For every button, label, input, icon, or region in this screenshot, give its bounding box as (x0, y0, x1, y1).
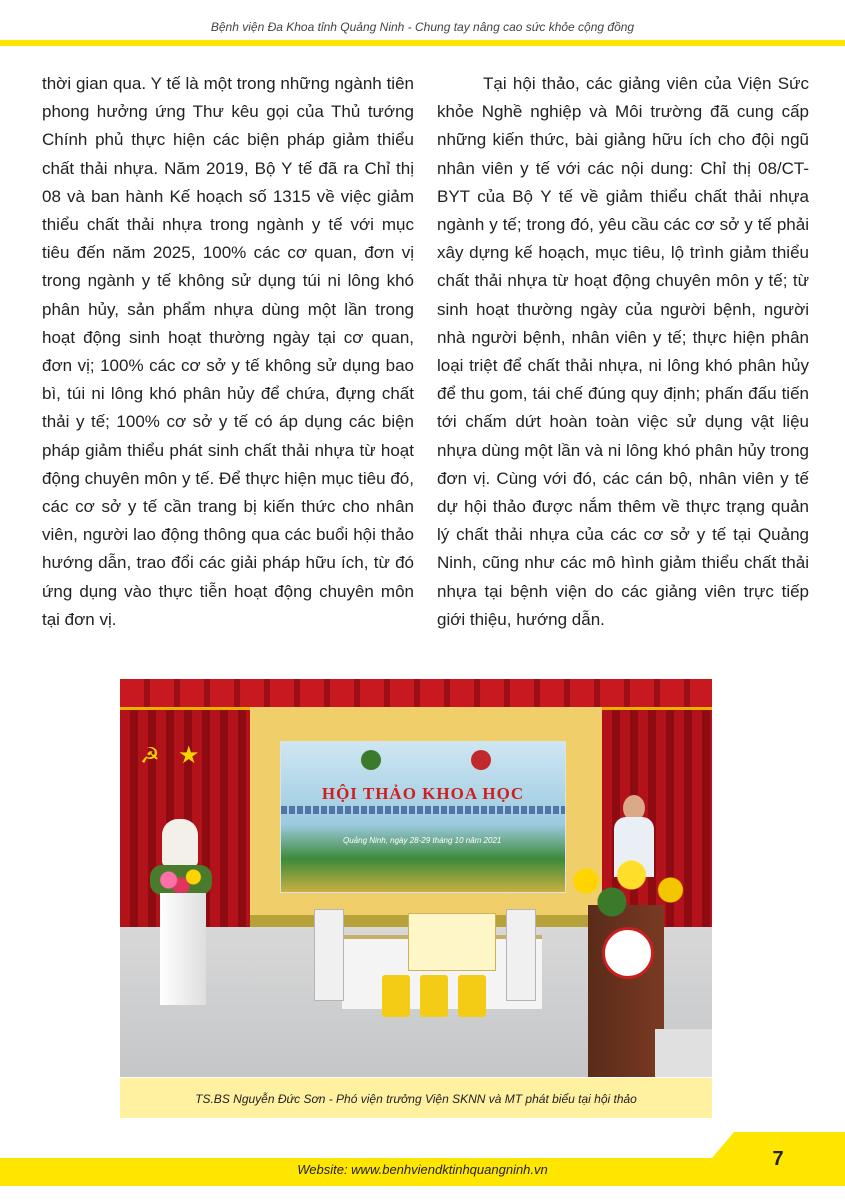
institute-logo-icon (361, 750, 381, 770)
conference-photo (120, 679, 712, 1077)
conference-banner (280, 741, 566, 893)
page-number: 7 (772, 1148, 784, 1170)
yellow-waste-bin (382, 975, 410, 1017)
running-header: Bệnh viện Đa Khoa tỉnh Quảng Ninh - Chung tay nâng cao sức khỏe cộng đồng (210, 20, 635, 34)
hospital-logo-icon (471, 750, 491, 770)
yellow-waste-bin (458, 975, 486, 1017)
banner-title: HỘI THẢO KHOA HỌC (321, 784, 525, 803)
photo-caption: TS.BS Nguyễn Đức Sơn - Phó viện trưởng Viện SKNN và MT phát biểu tại hội thảo (195, 1092, 637, 1106)
star-icon: ★ (178, 742, 200, 769)
water-dispenser-left (314, 909, 344, 1001)
banner-date: Quảng Ninh, ngày 28-29 tháng 10 năm 2021 (343, 836, 502, 845)
bust-statue (162, 819, 198, 867)
stage-panel-right (655, 1029, 712, 1077)
hammer-sickle-icon: ☭ (140, 743, 160, 768)
flower-arrangement-left (150, 865, 212, 895)
hospital-seal-icon (602, 927, 654, 979)
statue-pedestal (160, 893, 206, 1005)
body-text-left-column: thời gian qua. Y tế là một trong những ngành tiên phong hưởng ứng Thư kêu gọi của Thủ tướng Chính phủ thực hiện các biện pháp giảm thiểu chất thải nhựa. Năm 2019, Bộ Y tế đã ra Chỉ thị 08 và ban hành Kế hoạch số 1315 về việc giảm thiểu chất thải nhựa trong ngành y tế với mục tiêu đến năm 2025, 100% các cơ quan, đơn vị trong ngành y tế không sử dụng túi ni lông khó phân hủy, sản phẩm nhựa dùng một lần trong hoạt động sinh hoạt thường ngày tại cơ quan, đơn vị; 100% các cơ sở y tế không sử dụng bao bì, túi ni lông khó phân hủy để chứa, đựng chất thải y tế; 100% cơ sở y tế có áp dụng các biện pháp giảm thiểu phát sinh chất thải nhựa từ hoạt động chuyên môn y tế. Để thực hiện mục tiêu đó, các cơ sở y tế cần trang bị kiến thức cho nhân viên, người lao động thông qua các buổi hội thảo hướng dẫn, trao đổi các giải pháp hữu ích, từ đó ứng dụng vào thực tiễn hoạt động chuyên môn tại đơn vị. (42, 74, 414, 629)
red-curtain-valance (120, 679, 712, 710)
header-accent-bar (0, 40, 845, 46)
podium-flowers (560, 857, 690, 917)
banner-subtitle-strip (281, 806, 565, 814)
body-text-right-column: Tại hội thảo, các giảng viên của Viện Sức khỏe Nghề nghiệp và Môi trường đã cung cấp những kiến thức, bài giảng hữu ích cho đội ngũ nhân viên y tế với các nội dung: Chỉ thị 08/CT-BYT của Bộ Y tế về giảm thiểu chất thải nhựa ngành y tế; trong đó, yêu cầu các cơ sở y tế phải xây dựng kế hoạch, mục tiêu, lộ trình giảm thiểu chất thải nhựa từ hoạt động chuyên môn y tế; từ sinh hoạt thường ngày của người bệnh, người nhà người bệnh, nhân viên y tế; thực hiện phân loại triệt để chất thải nhựa, ni lông khó phân hủy để thu gom, tái chế đúng quy định; phấn đấu tiến tới chấm dứt hoàn toàn việc sử dụng vật liệu nhựa dùng một lần và ni lông khó phân hủy trong đơn vị. Cùng với đó, các cán bộ, nhân viên y tế dự hội thảo được nắm thêm về thực trạng quản lý chất thải nhựa của các cơ sở y tế tại Quảng Ninh, cũng như các mô hình giảm thiểu chất thải nhựa tại bệnh viện do các giảng viên trực tiếp giới thiệu, hướng dẫn. (437, 74, 809, 629)
water-dispenser-right (506, 909, 536, 1001)
footer-website: Website: www.benhviendktinhquangninh.vn (297, 1162, 548, 1177)
yellow-waste-bin (420, 975, 448, 1017)
donation-box (408, 913, 496, 971)
